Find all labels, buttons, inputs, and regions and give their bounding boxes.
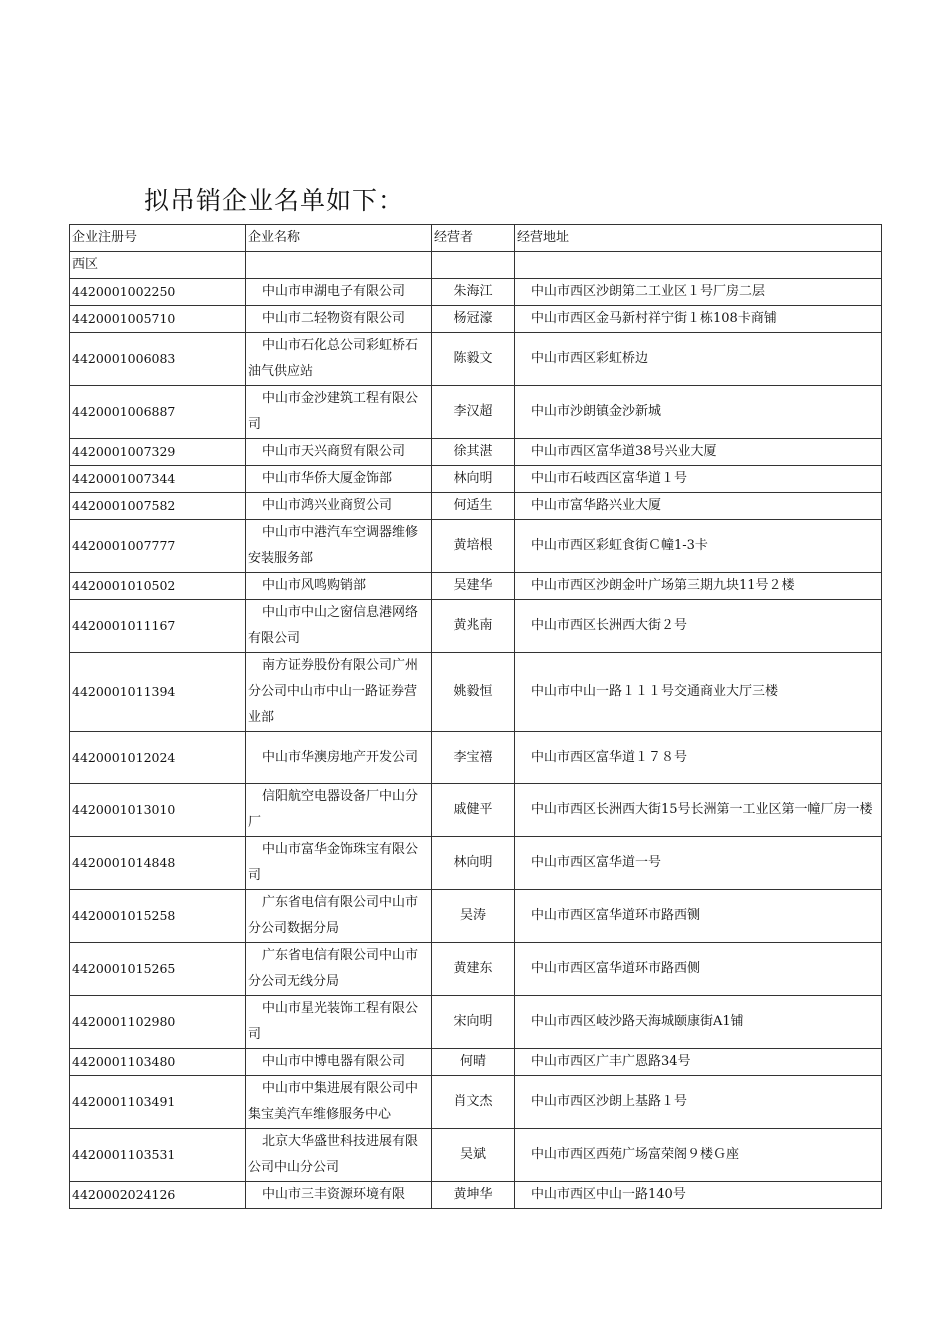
address-cell: 中山市西区长洲西大街15号长洲第一工业区第一幢厂房一楼 — [515, 784, 882, 837]
table-row — [70, 1049, 882, 1076]
address-cell: 中山市西区沙朗第二工业区１号厂房二层 — [515, 279, 882, 306]
page-title: 拟吊销企业名单如下： — [144, 186, 405, 215]
name-cell: 中山市二轻物资有限公司 — [246, 306, 432, 333]
table-row — [70, 1182, 882, 1209]
operator-cell: 何适生 — [432, 493, 515, 520]
reg-cell: 4420001015258 — [70, 890, 246, 943]
table-row — [70, 600, 882, 653]
address-cell: 中山市西区中山一路140号 — [515, 1182, 882, 1209]
address-cell: 中山市西区西苑广场富荣阁９楼Ｇ座 — [515, 1129, 882, 1182]
address-cell: 中山市西区长洲西大街２号 — [515, 600, 882, 653]
address-cell: 中山市西区金马新村祥宁街１栋108卡商铺 — [515, 306, 882, 333]
name-cell: 北京大华盛世科技进展有限公司中山分公司 — [246, 1129, 432, 1182]
name-cell: 中山市风鸣购销部 — [246, 573, 432, 600]
name-cell: 中山市华侨大厦金饰部 — [246, 466, 432, 493]
address-cell: 中山市沙朗镇金沙新城 — [515, 386, 882, 439]
table-row — [70, 837, 882, 890]
address-cell: 中山市西区富华道环市路西铡 — [515, 890, 882, 943]
operator-cell: 黄兆南 — [432, 600, 515, 653]
reg-cell: 4420001006887 — [70, 386, 246, 439]
reg-cell: 4420001103531 — [70, 1129, 246, 1182]
address-cell: 中山市西区沙朗金叶广场第三期九块11号２楼 — [515, 573, 882, 600]
address-cell: 中山市西区富华道１７８号 — [515, 732, 882, 784]
operator-cell: 朱海江 — [432, 279, 515, 306]
name-cell: 中山市石化总公司彩虹桥石油气供应站 — [246, 333, 432, 386]
name-cell: 南方证券股份有限公司广州分公司中山市中山一路证券营业部 — [246, 653, 432, 732]
section-label: 西区 — [70, 252, 246, 279]
reg-cell: 4420001103480 — [70, 1049, 246, 1076]
reg-cell: 4420001006083 — [70, 333, 246, 386]
operator-cell: 杨冠濠 — [432, 306, 515, 333]
reg-cell: 4420001013010 — [70, 784, 246, 837]
table-row — [70, 466, 882, 493]
name-cell: 中山市富华金饰珠宝有限公司 — [246, 837, 432, 890]
reg-cell: 4420001002250 — [70, 279, 246, 306]
header-reg: 企业注册号 — [70, 225, 246, 252]
operator-cell: 何晴 — [432, 1049, 515, 1076]
table-row — [70, 996, 882, 1049]
name-cell: 广东省电信有限公司中山市分公司无线分局 — [246, 943, 432, 996]
table-row — [70, 439, 882, 466]
name-cell: 中山市中博电器有限公司 — [246, 1049, 432, 1076]
section-row — [70, 252, 882, 279]
table-row — [70, 386, 882, 439]
address-cell: 中山市西区富华道一号 — [515, 837, 882, 890]
table-header-row — [70, 225, 882, 252]
name-cell: 中山市中集进展有限公司中集宝美汽车维修服务中心 — [246, 1076, 432, 1129]
reg-cell: 4420001007777 — [70, 520, 246, 573]
reg-cell: 4420001014848 — [70, 837, 246, 890]
address-cell: 中山市西区彩虹食街Ｃ幢1-3卡 — [515, 520, 882, 573]
address-cell: 中山市西区彩虹桥边 — [515, 333, 882, 386]
name-cell: 广东省电信有限公司中山市分公司数据分局 — [246, 890, 432, 943]
revocation-table — [69, 224, 882, 1209]
header-operator: 经营者 — [432, 225, 515, 252]
operator-cell: 李汉超 — [432, 386, 515, 439]
table-row — [70, 279, 882, 306]
address-cell: 中山市石岐西区富华道１号 — [515, 466, 882, 493]
name-cell: 中山市中港汽车空调器维修安装服务部 — [246, 520, 432, 573]
name-cell: 中山市星光装饰工程有限公司 — [246, 996, 432, 1049]
operator-cell: 姚毅恒 — [432, 653, 515, 732]
table-row — [70, 732, 882, 784]
operator-cell: 肖文杰 — [432, 1076, 515, 1129]
header-address: 经营地址 — [515, 225, 882, 252]
reg-cell: 4420001005710 — [70, 306, 246, 333]
table-row — [70, 653, 882, 732]
table-row — [70, 306, 882, 333]
empty-cell — [246, 252, 432, 279]
table-row — [70, 333, 882, 386]
operator-cell: 宋向明 — [432, 996, 515, 1049]
address-cell: 中山市西区岐沙路天海城颐康街A1铺 — [515, 996, 882, 1049]
table-row — [70, 520, 882, 573]
header-name: 企业名称 — [246, 225, 432, 252]
reg-cell: 4420001012024 — [70, 732, 246, 784]
reg-cell: 4420001010502 — [70, 573, 246, 600]
name-cell: 中山市中山之窗信息港网络有限公司 — [246, 600, 432, 653]
address-cell: 中山市西区沙朗上基路１号 — [515, 1076, 882, 1129]
operator-cell: 黄坤华 — [432, 1182, 515, 1209]
operator-cell: 黄培根 — [432, 520, 515, 573]
name-cell: 中山市华澳房地产开发公司 — [246, 732, 432, 784]
address-cell: 中山市西区广丰广恩路34号 — [515, 1049, 882, 1076]
operator-cell: 吴斌 — [432, 1129, 515, 1182]
empty-cell — [515, 252, 882, 279]
address-cell: 中山市西区富华道38号兴业大厦 — [515, 439, 882, 466]
reg-cell: 4420001007329 — [70, 439, 246, 466]
operator-cell: 陈毅文 — [432, 333, 515, 386]
operator-cell: 吴建华 — [432, 573, 515, 600]
address-cell: 中山市西区富华道环市路西侧 — [515, 943, 882, 996]
table-row — [70, 784, 882, 837]
name-cell: 中山市金沙建筑工程有限公司 — [246, 386, 432, 439]
table-row — [70, 493, 882, 520]
reg-cell: 4420001103491 — [70, 1076, 246, 1129]
operator-cell: 徐其湛 — [432, 439, 515, 466]
table-row — [70, 573, 882, 600]
reg-cell: 4420001007344 — [70, 466, 246, 493]
reg-cell: 4420001011167 — [70, 600, 246, 653]
reg-cell: 4420001011394 — [70, 653, 246, 732]
operator-cell: 吴涛 — [432, 890, 515, 943]
table-row — [70, 943, 882, 996]
operator-cell: 戚健平 — [432, 784, 515, 837]
name-cell: 中山市天兴商贸有限公司 — [246, 439, 432, 466]
address-cell: 中山市中山一路１１１号交通商业大厅三楼 — [515, 653, 882, 732]
reg-cell: 4420001007582 — [70, 493, 246, 520]
name-cell: 中山市鸿兴业商贸公司 — [246, 493, 432, 520]
table-row — [70, 890, 882, 943]
reg-cell: 4420002024126 — [70, 1182, 246, 1209]
empty-cell — [432, 252, 515, 279]
table-row — [70, 1076, 882, 1129]
operator-cell: 林向明 — [432, 837, 515, 890]
reg-cell: 4420001102980 — [70, 996, 246, 1049]
name-cell: 信阳航空电器设备厂中山分厂 — [246, 784, 432, 837]
table-row — [70, 1129, 882, 1182]
reg-cell: 4420001015265 — [70, 943, 246, 996]
operator-cell: 李宝禧 — [432, 732, 515, 784]
operator-cell: 黄建东 — [432, 943, 515, 996]
name-cell: 中山市三丰资源环境有限 — [246, 1182, 432, 1209]
name-cell: 中山市申湖电子有限公司 — [246, 279, 432, 306]
operator-cell: 林向明 — [432, 466, 515, 493]
address-cell: 中山市富华路兴业大厦 — [515, 493, 882, 520]
